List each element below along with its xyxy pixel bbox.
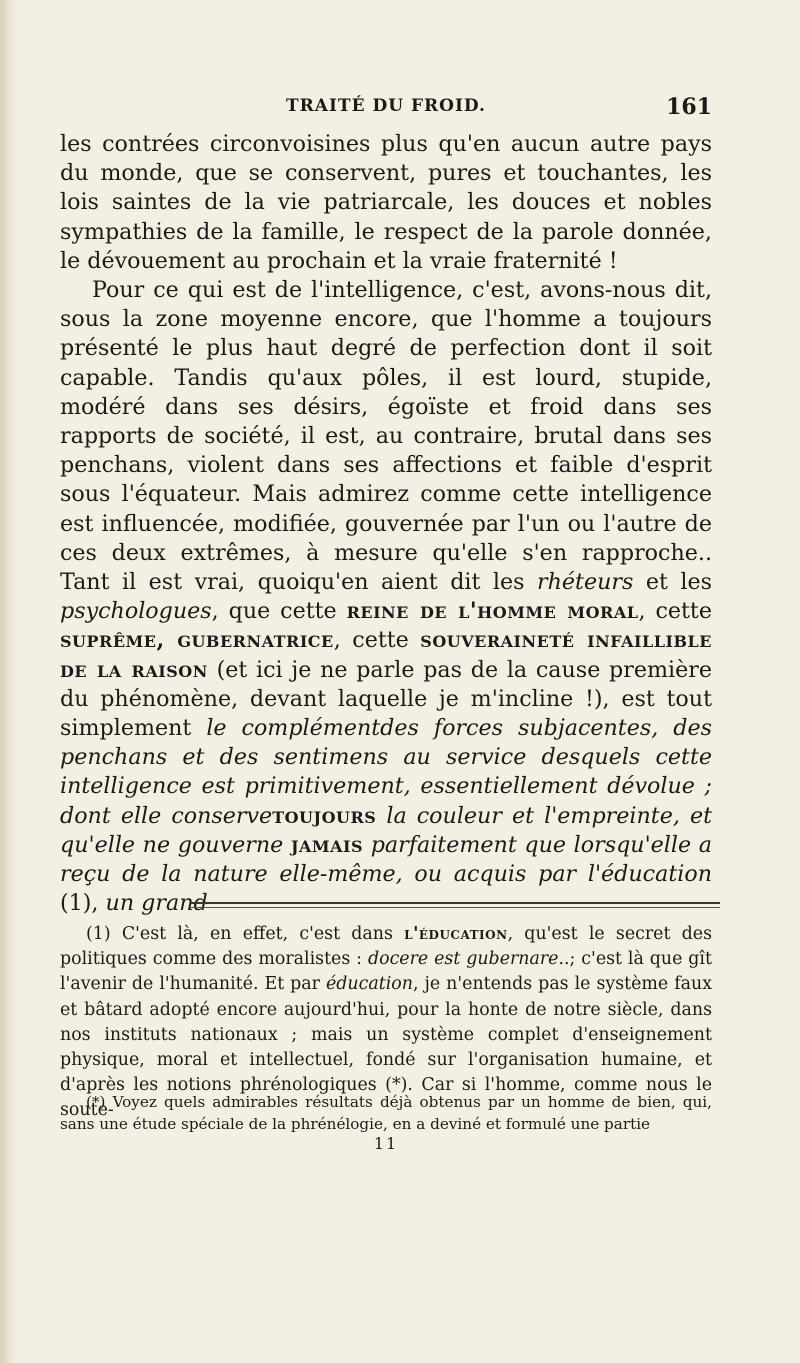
signature-mark: 11: [373, 1134, 399, 1153]
italic-phrase: la couleur et l'empreinte, et qu'elle ne gouverne: [60, 802, 712, 858]
text-run: , je n'entends pas le système faux et bâtard adopté encore aujourd'hui, pour la honte de notre siècle, dans nos instituts nationaux ; mais un système complet d'enseignement physique, moral et intellectuel, fondé sur l'organisation humaine, et d'après les notions phrénologiques (*). Car si l'homme, comme nous le soute-: [60, 974, 713, 1121]
small-caps-phrase: reine de l'homme moral: [346, 598, 639, 625]
main-text: [60, 130, 712, 918]
paragraph-2: [60, 276, 712, 918]
footnote-rule-thin: [190, 907, 720, 908]
text-run: , cette: [638, 598, 712, 625]
text-run: , qu'est le secret des politiques comme des moralistes :: [60, 924, 712, 970]
small-caps-phrase: toujours: [272, 802, 377, 829]
small-caps-phrase: jamais: [290, 831, 364, 858]
page-spine-shadow: [0, 0, 18, 1363]
running-title: TRAITÉ DU FROID.: [286, 96, 486, 116]
page-header: [60, 96, 712, 126]
text-run: , cette: [333, 627, 421, 654]
small-caps-phrase: l'éducation: [404, 924, 508, 944]
footnote-reference: (1),: [60, 890, 106, 917]
italic-term: psychologues: [60, 598, 212, 625]
footnote-rule: [190, 902, 720, 904]
italic-term: éducation: [326, 974, 413, 995]
text-run: les contrées circonvoisines plus qu'en aucun autre pays du monde, que se conservent, pures et touchantes, les lois saintes de la vie patriarcale, les douces et nobles sympathies de la famille, le respect de la parole donnée, le dévouement au prochain et la vraie fraternité !: [60, 131, 712, 274]
text-run: Pour ce qui est de l'intelligence, c'est, avons-nous dit, sous la zone moyenne encore, que l'homme a toujours présenté le plus haut degré de perfection dont il soit capable. Tandis qu'aux pôles, il est lourd, stupide, modéré dans ses désirs, égoïste et froid dans ses rapports de société, il est, au contraire, brutal dans ses penchans, violent dans ses affections et faible d'esprit sous l'équateur. Mais admirez comme cette intelligence est influencée, modifiée, gouvernée par l'un ou l'autre de ces deux extrêmes, à mesure qu'elle s'en rapproche.. Tant il est vrai, quoiqu'en aient dit les: [60, 277, 712, 596]
italic-phrase: le complémentdes forces subjacentes, des penchans et des sentimens au service desquels cette intelligence est primitivement, essentiellement dévolue ; dont elle conserve: [60, 715, 712, 829]
italic-term: rhéteurs: [537, 569, 634, 596]
italic-phrase: parfaitement que lorsqu'elle a reçu de la nature elle-même, ou acquis par l'éducation: [60, 831, 712, 888]
sub-footnote: [60, 1092, 712, 1135]
italic-phrase: un grand: [105, 890, 208, 917]
text-run: , que cette: [211, 598, 347, 625]
text-run: (1) C'est là, en effet, c'est dans: [86, 924, 405, 944]
page-number: 161: [666, 94, 712, 120]
text-run: (et ici je ne parle pas de la cause première du phénomène, devant laquelle je m'incline !), est tout simplement: [60, 656, 712, 742]
small-caps-phrase: suprême, gubernatrice: [60, 627, 334, 654]
sub-footnote-text: (*) Voyez quels admirables résultats déjà obtenus par un homme de bien, qui, sans une étude spéciale de la phrénélogie, en a deviné et formulé une partie: [60, 1093, 712, 1133]
italic-latin: docere est gubernare..: [367, 949, 570, 970]
text-run: ; c'est là que gît l'avenir de l'humanité. Et par: [60, 949, 712, 995]
text-run: et les: [633, 569, 712, 596]
small-caps-phrase: souveraineté infaillible de la raison: [60, 627, 712, 683]
paragraph-1: [60, 130, 712, 276]
